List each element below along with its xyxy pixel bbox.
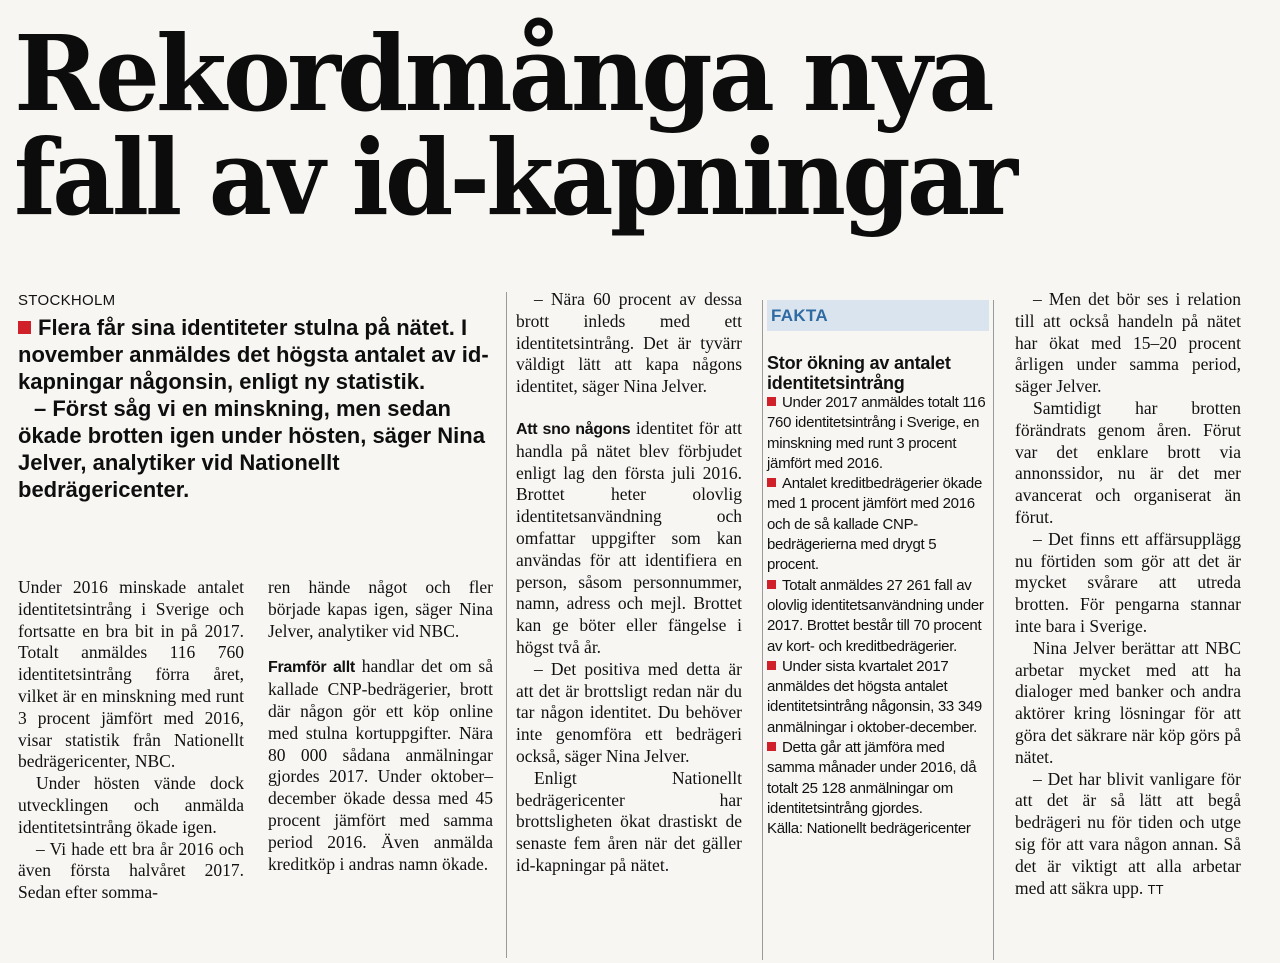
headline <box>14 12 1254 239</box>
lede-paragraph-1 <box>18 314 493 395</box>
red-square-icon <box>767 397 776 406</box>
paragraph: Under hösten vände dock utvecklingen och anmälda identitetsintrång ökade igen. <box>18 773 244 837</box>
paragraph: Samtidigt har brotten förändrats genom åren. Förut var det enklare brott via annonssidor, nu är det mer avancerat och organiserat än förut. <box>1015 397 1241 527</box>
fakta-item <box>767 576 989 657</box>
red-square-icon <box>767 478 776 487</box>
fakta-item-text: Totalt anmäldes 27 261 fall av olovlig identitetsanvändning under 2017. Brottet består till 70 procent av kort- och kreditbedrägerier. <box>767 576 984 655</box>
paragraph: Nina Jelver berättar att NBC arbetar mycket med att ha dialoger med banker och andra aktörer kring lösningar för att göra det säkrare när köp görs på nätet. <box>1015 637 1241 767</box>
article-column-5 <box>1015 289 1241 900</box>
lede-text-1: Flera får sina identiteter stulna på nätet. I november anmäldes det högsta antalet av id-kapningar någonsin, enligt ny statistik. <box>18 315 489 394</box>
fakta-label: FAKTA <box>767 300 989 331</box>
paragraph-text: identitet för att handla på nätet blev förbjudet enligt lag den första juli 2016. Brottet heter olovlig identitetsanvändning och omfattar uppgifter som kan användas för att identifiera en person, såsom personnummer, namn, adress och mejl. Brottet kan ge böter eller fängelse i högst två år. <box>516 417 742 657</box>
paragraph: Enligt Nationellt bedrägericenter har brottsligheten ökat drastiskt de senaste fem åren när det gäller id-kapningar på nätet. <box>516 767 742 875</box>
fakta-item <box>767 474 989 575</box>
paragraph: – Det finns ett affärsupplägg nu förtiden som gör att det är mycket svårare att utreda brotten. För pengarna stannar inte bara i Sverige. <box>1015 528 1241 636</box>
paragraph: – Det positiva med detta är att det är brottsligt redan när du tar någon identitet. Du behöver inte genomföra ett bedrägeri också, säger Nina Jelver. <box>516 658 742 766</box>
fakta-source: Källa: Nationellt bedrägericenter <box>767 820 971 838</box>
red-square-icon <box>18 321 31 334</box>
headline-line-1: Rekordmånga nya <box>14 12 991 135</box>
article-column-2 <box>268 577 493 875</box>
paragraph: – Men det bör ses i relation till att också handeln på nätet har ökat med 15–20 procent årligen under samma period, säger Jelver. <box>1015 289 1241 397</box>
article-column-3 <box>516 289 742 877</box>
fakta-item-text: Antalet kreditbedrägerier ökade med 1 procent jämfört med 2016 och de så kallade CNP-bedrägerierna med drygt 5 procent. <box>767 475 982 574</box>
fakta-item <box>767 657 989 738</box>
paragraph <box>1015 769 1241 901</box>
column-divider <box>506 292 507 958</box>
paragraph: Under 2016 minskade antalet identitetsintrång i Sverige och fortsatte en bra bit in på 2017. Totalt anmäldes 116 760 identitetsintrång förra året, vilket är en minskning med runt 3 procent jämfört med 2016, visar statistik från Nationellt bedrägericenter, NBC. <box>18 577 244 772</box>
paragraph-text: – Det har blivit vanligare för att det är så lätt att begå bedrägeri nu för tiden och utge sig för att vara någon annan. Så det är viktigt att alla arbetar med att säkra upp. <box>1015 768 1241 898</box>
dateline: STOCKHOLM <box>18 292 116 309</box>
red-square-icon <box>767 580 776 589</box>
lede-paragraph-2: – Först såg vi en minskning, men sedan ökade brotten igen under hösten, säger Nina Jelver, analytiker vid Nationellt bedrägericenter. <box>18 396 485 502</box>
byline: TT <box>1147 881 1164 897</box>
fakta-item-text: Under sista kvartalet 2017 anmäldes det högsta antalet identitetsintrång någonsin, 33 349 anmälningar i oktober-december. <box>767 657 982 736</box>
paragraph <box>516 418 742 659</box>
paragraph: – Nära 60 procent av dessa brott inleds med ett identitetsintrång. Det är tyvärr väldigt lätt att kapa någons identitet, säger Nina Jelver. <box>516 289 742 397</box>
fakta-box <box>762 300 994 960</box>
fakta-title: Stor ökning av antalet identitetsintrång <box>767 353 951 393</box>
headline-line-2: fall av id-kapningar <box>14 116 1015 239</box>
fakta-item-text: Under 2017 anmäldes totalt 116 760 identitetsintrång i Sverige, en minskning med runt 3 procent jämfört med 2016. <box>767 394 986 472</box>
paragraph: ren hände något och fler började kapas igen, säger Nina Jelver, analytiker vid NBC. <box>268 577 493 641</box>
article-column-1 <box>18 577 244 904</box>
fakta-item <box>767 393 989 474</box>
run-in-heading: Att sno någons <box>516 420 631 438</box>
paragraph <box>268 656 493 875</box>
paragraph: – Vi hade ett bra år 2016 och även första halvåret 2017. Sedan efter somma- <box>18 838 244 903</box>
run-in-heading: Framför allt <box>268 659 355 677</box>
paragraph-text: handlar det om så kallade CNP-bedrägerier, brott där någon gör ett köp online med stulna kortuppgifter. Nära 80 000 sådana anmälningar gjordes 2017. Under oktober–december ökade dessa med 45 procent jämfört med samma period 2016. Även anmälda kreditköp i andras namn ökade. <box>268 656 493 874</box>
lede <box>18 314 493 503</box>
fakta-item <box>767 738 989 819</box>
fakta-item-text: Detta går att jämföra med samma månader under 2016, då totalt 25 128 anmälningar om identitetsintrång gjordes. <box>767 739 977 817</box>
fakta-body <box>767 393 989 840</box>
red-square-icon <box>767 661 776 670</box>
red-square-icon <box>767 742 776 751</box>
